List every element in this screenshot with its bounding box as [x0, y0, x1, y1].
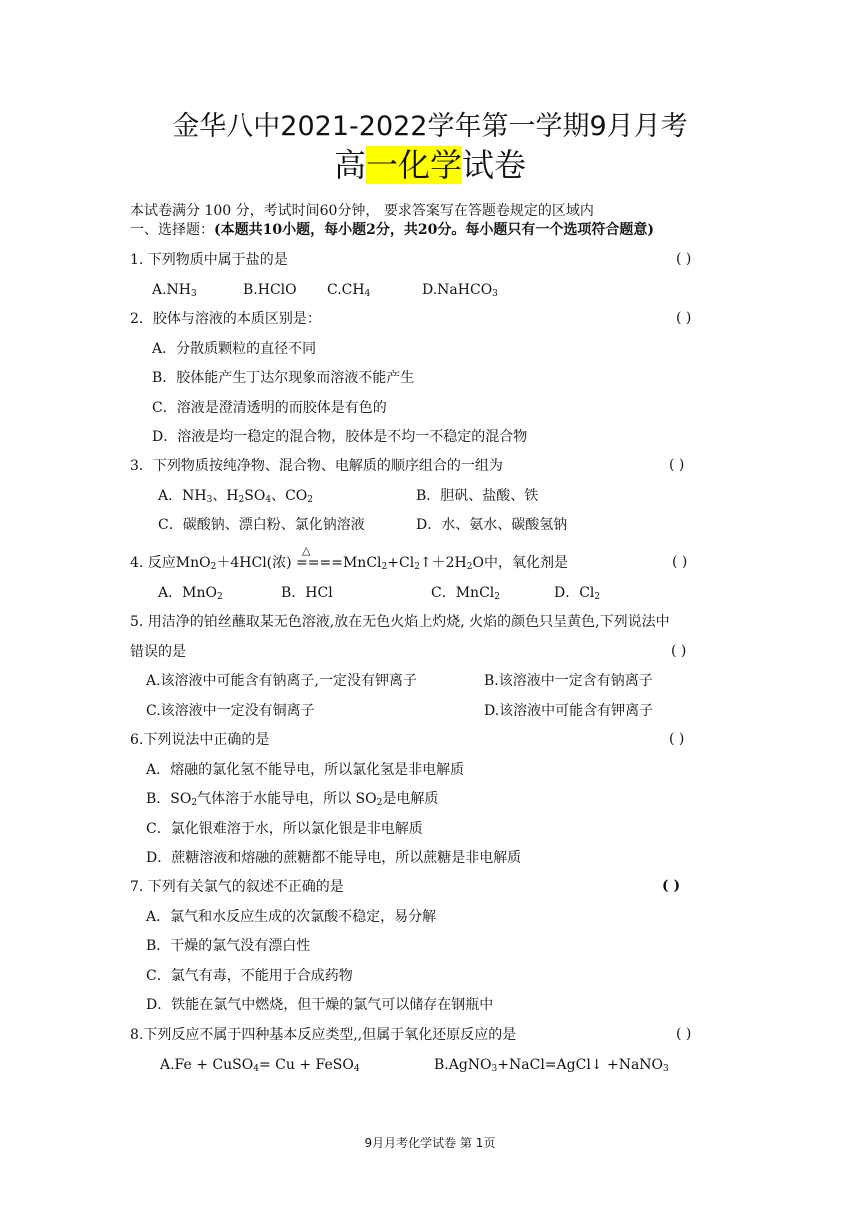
q7-stem: 7. 下列有关氯气的叙述不正确的是: [130, 879, 344, 895]
opt-sub: 3: [206, 495, 213, 505]
q5-option-a: A.该溶液中可能含有钠离子,一定没有钾离子: [146, 673, 418, 689]
opt-text: B．SO: [146, 791, 192, 807]
opt-text: D．Cl: [554, 585, 595, 601]
q4-stem: [130, 554, 568, 576]
q3-option-c: C．碳酸钠、漂白粉、氯化钠溶液: [158, 517, 365, 533]
q1-stem: 1. 下列物质中属于盐的是: [130, 252, 288, 268]
subtitle-part: 高: [333, 146, 366, 184]
opt-sub: 2: [216, 592, 223, 602]
stem-sub: 2: [381, 562, 388, 572]
q4-answer-paren: ( ): [672, 554, 688, 570]
opt-text: C.CH: [327, 282, 365, 298]
stem-text: +Cl: [387, 555, 415, 571]
section-rules: (本题共10小题，每小题2分，共20分。每小题只有一个选项符合题意): [214, 222, 654, 238]
q2-option-c: C．溶液是澄清透明的而胶体是有色的: [152, 400, 387, 416]
q7-option-c: C．氯气有毒，不能用于合成药物: [146, 968, 353, 984]
stem-text: 4. 反应MnO: [130, 555, 211, 571]
exam-title: 金华八中2021-2022学年第一学期9月月考: [172, 111, 688, 142]
opt-text: A．MnO: [158, 585, 217, 601]
opt-text: A.Fe + CuSO: [160, 1057, 254, 1073]
q7-option-d: D．铁能在氯气中燃烧，但干燥的氯气可以储存在钢瓶中: [146, 997, 494, 1013]
heat-triangle-icon: △: [302, 544, 311, 557]
q7-answer-paren: ( ): [662, 878, 681, 894]
page-footer: 9月月考化学试卷 第 1页: [364, 1136, 496, 1150]
opt-text: B.AgNO: [434, 1057, 492, 1073]
opt-text: C．MnCl: [431, 585, 495, 601]
opt-text: 气体溶于水能导电，所以 SO: [197, 791, 377, 807]
q2-answer-paren: ( ): [676, 310, 692, 326]
q4-option-c: [431, 584, 500, 606]
q3-option-d: D．水、氨水、碳酸氢钠: [416, 517, 568, 533]
opt-text: 、CO: [271, 488, 308, 504]
opt-sub: 2: [238, 495, 245, 505]
q4-option-b: B．HCl: [281, 585, 333, 601]
q8-option-b: [434, 1056, 669, 1078]
q8-stem: 8.下列反应不属于四种基本反应类型,,但属于氧化还原反应的是: [130, 1027, 517, 1043]
stem-text: ＋4HCl(浓) ====MnCl: [216, 555, 382, 571]
q3-option-b: B．胆矾、盐酸、铁: [416, 488, 539, 504]
section-heading: [130, 221, 654, 239]
opt-sub: 4: [253, 1064, 259, 1074]
section-label: 一、选择题：: [130, 222, 214, 238]
q5-option-d: D.该溶液中可能含有钾离子: [484, 703, 654, 719]
q2-option-a: A．分散质颗粒的直径不同: [152, 341, 317, 357]
q6-answer-paren: ( ): [669, 731, 685, 747]
q2-option-d: D．溶液是均一稳定的混合物，胶体是不均一不稳定的混合物: [152, 429, 528, 445]
opt-sub: 3: [663, 1064, 669, 1074]
opt-text: A.NH: [152, 282, 192, 298]
q5-stem-line1: 5. 用洁净的铂丝蘸取某无色溶液,放在无色火焰上灼烧, 火焰的颜色只呈黄色,下列说法中: [130, 614, 670, 630]
opt-sub: 4: [353, 1064, 360, 1074]
q6-option-d: D．蔗糖溶液和熔融的蔗糖都不能导电，所以蔗糖是非电解质: [146, 850, 522, 866]
q6-stem: 6.下列说法中正确的是: [130, 732, 270, 748]
stem-text: ↑＋2H: [419, 555, 467, 571]
intro-text: 本试卷满分 100 分，考试时间60分钟， 要求答案写在答题卷规定的区域内: [130, 203, 594, 219]
q1-option-a: [152, 281, 197, 303]
q6-option-a: A．熔融的氯化氢不能导电，所以氯化氢是非电解质: [146, 762, 465, 778]
q5-option-b: B.该溶液中一定含有钠离子: [484, 673, 653, 689]
opt-text: +NaCl=AgCl↓ +NaNO: [497, 1057, 664, 1073]
q5-stem-line2: 错误的是: [130, 644, 186, 660]
q3-stem: 3．下列物质按纯净物、混合物、电解质的顺序组合的一组为: [130, 458, 503, 474]
q7-option-a: A．氯气和水反应生成的次氯酸不稳定，易分解: [146, 909, 437, 925]
q6-option-c: C．氯化银难溶于水，所以氯化银是非电解质: [146, 821, 423, 837]
q8-answer-paren: ( ): [676, 1026, 692, 1042]
opt-text: = Cu + FeSO: [258, 1057, 354, 1073]
opt-sub: 2: [494, 592, 500, 602]
opt-sub: 2: [376, 798, 383, 808]
q7-option-b: B．干燥的氯气没有漂白性: [146, 938, 311, 954]
exam-subtitle: [0, 140, 860, 186]
q8-option-a: [160, 1056, 360, 1078]
q1-answer-paren: ( ): [676, 251, 692, 267]
opt-text: 是电解质: [382, 791, 439, 807]
q4-option-d: [554, 584, 600, 606]
q1-option-d: [422, 281, 498, 303]
opt-sub: 2: [191, 798, 198, 808]
stem-sub: 2: [466, 562, 473, 572]
q6-option-b: [146, 790, 438, 812]
opt-sub: 2: [307, 495, 314, 505]
opt-text: A．NH: [158, 488, 207, 504]
opt-sub: 3: [191, 289, 197, 299]
opt-sub: 4: [265, 495, 272, 505]
stem-sub: 2: [414, 562, 420, 572]
opt-sub: 2: [594, 592, 601, 602]
subtitle-highlight: 一化学: [365, 146, 462, 184]
q3-option-a: [158, 487, 313, 509]
opt-text: 、H: [212, 488, 239, 504]
opt-text: SO: [244, 488, 266, 504]
opt-sub: 3: [491, 1064, 498, 1074]
stem-text: O中，氧化剂是: [472, 555, 568, 571]
opt-sub: 4: [364, 289, 371, 299]
q3-answer-paren: ( ): [669, 457, 685, 473]
q5-option-c: C.该溶液中一定没有铜离子: [146, 703, 315, 719]
stem-sub: 2: [210, 562, 217, 572]
q1-option-c: [327, 281, 370, 303]
opt-text: D.NaHCO: [422, 282, 493, 298]
q5-answer-paren: ( ): [671, 643, 687, 659]
subtitle-part: 试卷: [462, 146, 527, 184]
q4-option-a: [158, 584, 223, 606]
q2-stem: 2．胶体与溶液的本质区别是：: [130, 311, 321, 327]
q2-option-b: B．胶体能产生丁达尔现象而溶液不能产生: [152, 370, 415, 386]
opt-sub: 3: [492, 289, 498, 299]
q1-option-b: B.HClO: [243, 282, 297, 298]
